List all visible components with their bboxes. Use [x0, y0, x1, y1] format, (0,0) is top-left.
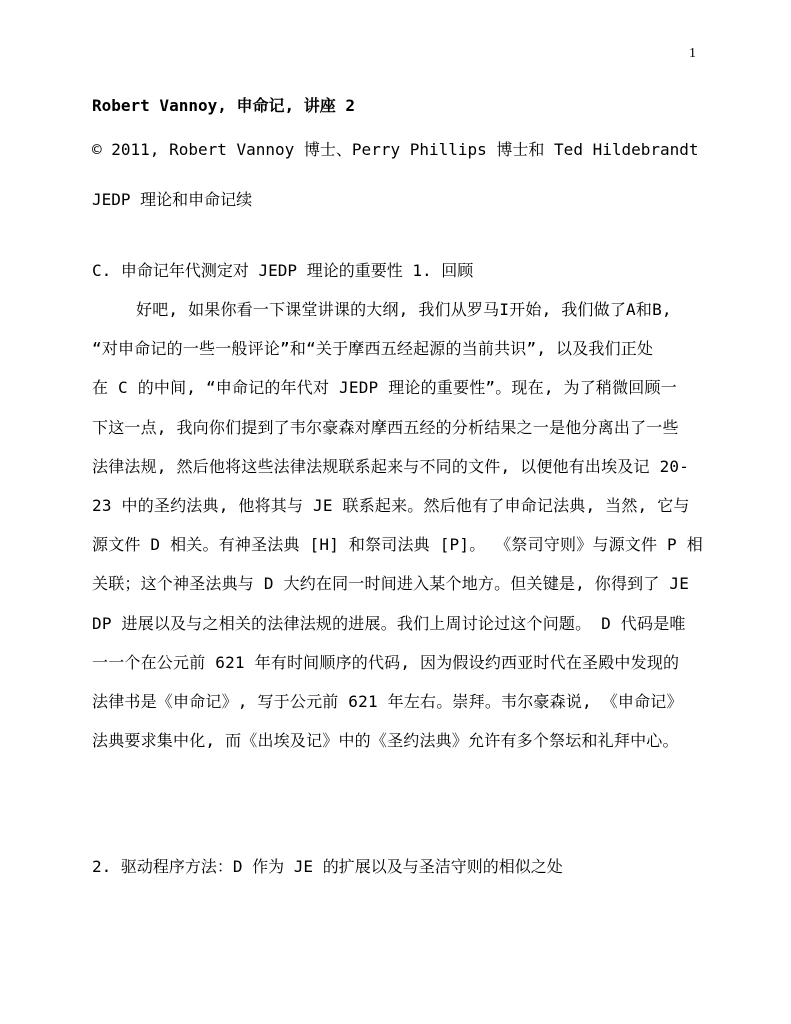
- paragraph-line: 在 C 的中间, “申命记的年代对 JEDP 理论的重要性”。现在, 为了稍微回顾一: [92, 378, 677, 398]
- paragraph-line: 源文件 D 相关。有神圣法典 [H] 和祭司法典 [P]。 《祭司守则》与源文件 P 相: [92, 535, 703, 555]
- paragraph-line: 23 中的圣约法典, 他将其与 JE 联系起来。然后他有了申命记法典, 当然, 它与: [92, 495, 690, 515]
- section-c-heading: C. 申命记年代测定对 JEDP 理论的重要性 1. 回顾: [92, 261, 474, 280]
- paragraph-line: 法律书是《申命记》, 写于公元前 621 年左右。崇拜。韦尔豪森说, 《申命记》: [92, 691, 683, 711]
- paragraph-line: “对申命记的一些一般评论”和“关于摩西五经起源的当前共识”, 以及我们正处: [92, 339, 654, 359]
- paragraph-line: 一一个在公元前 621 年有时间顺序的代码, 因为假设约西亚时代在圣殿中发现的: [92, 652, 680, 672]
- copyright-line: © 2011, Robert Vannoy 博士、Perry Phillips 博士和 Ted Hildebrandt: [92, 140, 699, 159]
- document-title: Robert Vannoy, 申命记, 讲座 2: [92, 96, 356, 115]
- paragraph-line: 好吧, 如果你看一下课堂讲课的大纲, 我们从罗马I开始, 我们做了A和B,: [136, 300, 672, 319]
- paragraph-line: 下这一点, 我向你们提到了韦尔豪森对摩西五经的分析结果之一是他分离出了一些: [92, 417, 679, 437]
- document-subtitle: JEDP 理论和申命记续: [92, 190, 253, 209]
- section-2-heading: 2. 驱动程序方法：D 作为 JE 的扩展以及与圣洁守则的相似之处: [92, 857, 563, 876]
- page-number: 1: [689, 46, 696, 61]
- paragraph-line: 法典要求集中化, 而《出埃及记》中的《圣约法典》允许有多个祭坛和礼拜中心。: [92, 731, 679, 751]
- paragraph-line: 关联；这个神圣法典与 D 大约在同一时间进入某个地方。但关键是, 你得到了 JE: [92, 574, 690, 594]
- paragraph-line: DP 进展以及与之相关的法律法规的进展。我们上周讨论过这个问题。 D 代码是唯: [92, 613, 686, 633]
- paragraph-line: 法律法规, 然后他将这些法律法规联系起来与不同的文件, 以便他有出埃及记 20-: [92, 456, 690, 476]
- body-paragraph: [92, 300, 702, 770]
